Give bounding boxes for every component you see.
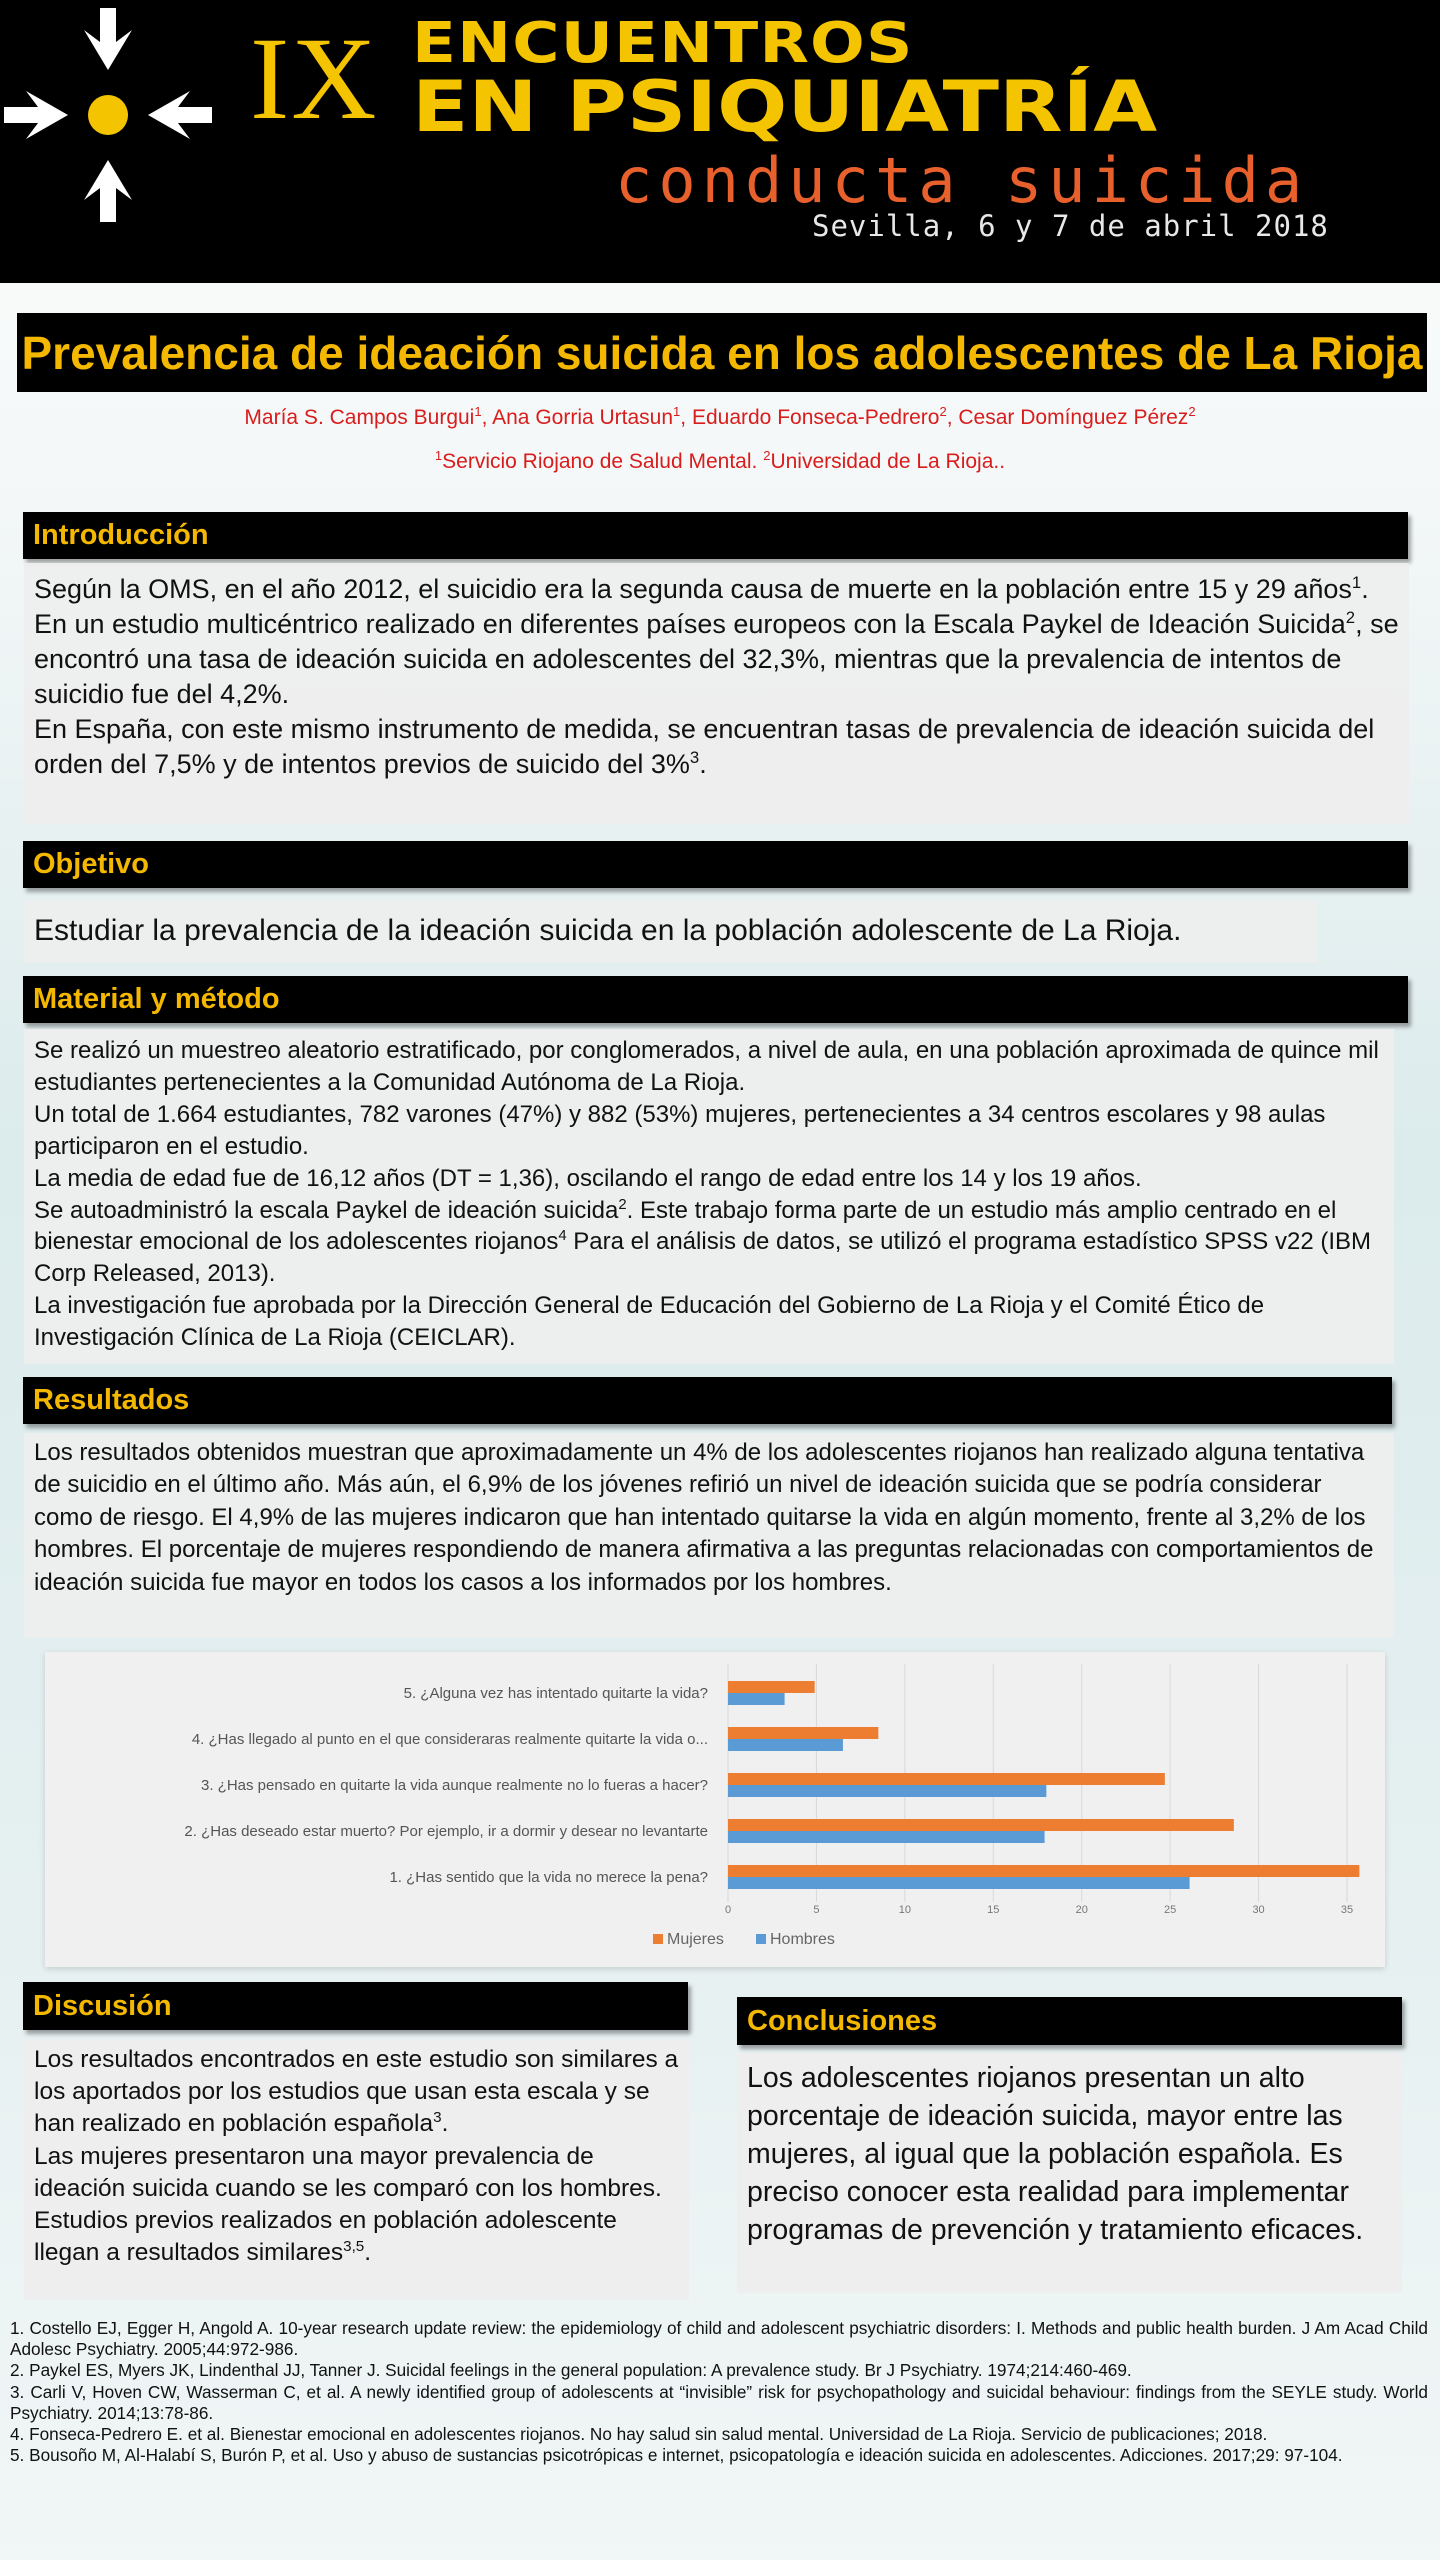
reference-item: 5. Bousoño M, Al-Halabí S, Burón P, et al. Uso y abuso de sustancias psicotrópicas e internet, psicopatología e ideación suicida en adolescentes. Adicciones. 2017;29: 97-104.	[10, 2445, 1343, 2466]
bar-mujeres	[728, 1681, 815, 1693]
method-text: . Este trabajo forma parte de un estudio más amplio centrado en el bienestar emocional de los adolescentes riojanos	[34, 1196, 1337, 1256]
objective-header	[23, 841, 1408, 888]
intro-paragraph	[34, 607, 1399, 712]
citation: 3	[433, 2109, 442, 2127]
citation: 2	[618, 1196, 627, 1213]
x-tick-label: 25	[1164, 1904, 1177, 1916]
reference-item: 2. Paykel ES, Myers JK, Lindenthal JJ, Tanner J. Suicidal feelings in the general population: A prevalence study. Br J Psychiatry. 1974;214:460-469.	[10, 2360, 1132, 2381]
results-body: Los resultados obtenidos muestran que aproximadamente un 4% de los adolescentes riojanos han realizado alguna tentativa de suicidio en el último año. Más aún, el 6,9% de los jóvenes refirió un nivel de ideación suicida que se podría considerar como de riesgo. El 4,9% de las mujeres indicaron que han intentado quitarse la vida en algún momento, frente al 3,2% de los hombres. El porcentaje de mujeres respondiendo de manera afirmativa a las preguntas relacionadas con comportamientos de ideación suicida fue mayor en todos los casos a los informados por los hombres.	[24, 1433, 1394, 1638]
x-tick-label: 30	[1252, 1904, 1265, 1916]
poster-title: Prevalencia de ideación suicida en los adolescentes de La Rioja	[21, 326, 1423, 379]
method-text: Para el análisis de datos, se utilizó el programa estadístico SPSS v22 (IBM Corp Released, 2013).	[34, 1228, 1371, 1288]
category-label: 3. ¿Has pensado en quitarte la vida aunque realmente no lo fueras a hacer?	[201, 1777, 708, 1794]
title-bar	[17, 313, 1427, 392]
results-header	[23, 1377, 1392, 1424]
intro-header	[23, 512, 1408, 559]
discussion-heading: Discusión	[33, 1989, 172, 2022]
method-paragraph: La investigación fue aprobada por la Dirección General de Educación del Gobierno de La Rioja y el Comité Ético de Investigación Clínica de La Rioja (CEICLAR).	[34, 1292, 1265, 1352]
discussion-paragraph: Las mujeres presentaron una mayor prevalencia de ideación suicida cuando se les comparó con los hombres. Estudios previos realizados en población adolescente llegan a resultados similares$^{3,5}$.	[34, 2142, 662, 2267]
author-aff: 1	[474, 404, 482, 419]
author: Ana Gorria Urtasun	[492, 406, 674, 429]
intro-text: , se encontró una tasa de ideación suicida en adolescentes del 32,3%, mientras que la prevalencia de intentos de suicidio fue del 4,2%.	[34, 609, 1399, 709]
edition-numeral: IX	[250, 13, 379, 144]
author: Eduardo Fonseca-Pedrero	[691, 406, 940, 429]
intro-text: En un estudio multicéntrico realizado en diferentes países europeos con la Escala Paykel de Ideación Suicida	[34, 609, 1346, 639]
citation: 3	[689, 748, 700, 767]
bar-hombres	[728, 1739, 843, 1751]
bar-mujeres	[728, 1819, 1234, 1831]
discussion-paragraph: Los resultados encontrados en este estudio son similares a los aportados por los estudios que usan esta escala y se han realizado en población española$^3$.	[34, 2046, 679, 2138]
bar-chart-svg	[45, 1652, 1385, 1967]
results-heading: Resultados	[33, 1384, 190, 1416]
x-tick-label: 10	[898, 1904, 911, 1916]
legend-label: Hombres	[770, 1931, 835, 1948]
bar-mujeres	[728, 1865, 1359, 1877]
author: Cesar Domínguez Pérez	[958, 406, 1189, 429]
citation: 3,5	[343, 2238, 365, 2256]
conference-banner	[0, 0, 1440, 283]
x-tick-label: 35	[1340, 1904, 1354, 1916]
bar-hombres	[728, 1831, 1045, 1843]
intro-paragraph: En España, con este mismo instrumento de medida, se encuentran tasas de prevalencia de ideación suicida del orden del 7,5% y de intentos previos de suicido del 3%$^3$.	[34, 714, 1375, 779]
x-tick-label: 15	[987, 1904, 1000, 1916]
intro-text: Según la OMS, en el año 2012, el suicidio era la segunda causa de muerte en la población entre 15 y 29 años	[34, 574, 1352, 604]
objective-body: Estudiar la prevalencia de la ideación suicida en la población adolescente de La Rioja.	[24, 900, 1318, 962]
legend-swatch	[653, 1934, 663, 1944]
method-body	[24, 1029, 1394, 1364]
converging-arrows-logo	[0, 0, 220, 240]
method-paragraph: Se realizó un muestreo aleatorio estratificado, por conglomerados, a nivel de aula, en una población aproximada de quince mil estudiantes pertenecientes a la Comunidad Autónoma de La Rioja.	[34, 1037, 1379, 1096]
category-label: 4. ¿Has llegado al punto en el que consideraras realmente quitarte la vida o...	[191, 1731, 708, 1748]
legend-swatch	[756, 1934, 766, 1944]
reference-item: 1. Costello EJ, Egger H, Angold A. 10-year research update review: the epidemiology of child and adolescent psychiatric disorders: I. Methods and public health burden. J Am Acad Child Adolesc Psychiatry. 2005;44:972-986.	[10, 2318, 1428, 2360]
banner-place-date: Sevilla, 6 y 7 de abril 2018	[812, 209, 1329, 243]
legend-label: Mujeres	[667, 1931, 724, 1948]
intro-heading: Introducción	[33, 519, 209, 551]
reference-item: 3. Carli V, Hoven CW, Wasserman C, et al. A newly identified group of adolescents at “invisible” risk for psychopathology and suicidal behaviour: findings from the SEYLE study. World Psychiatry. 2014;13:78-86.	[10, 2381, 1428, 2423]
citation: 2	[1345, 608, 1356, 627]
bar-mujeres	[728, 1773, 1165, 1785]
bar-hombres	[728, 1785, 1046, 1797]
intro-text: En España, con este mismo instrumento de medida, se encuentran tasas de prevalencia de ideación suicida del orden del 7,5% y de intentos previos de suicido del 3%	[34, 714, 1375, 779]
objective-heading: Objetivo	[33, 848, 150, 880]
x-tick-label: 20	[1075, 1904, 1088, 1916]
affiliation-num: 2	[763, 448, 771, 463]
bar-mujeres	[728, 1727, 878, 1739]
affiliation: Universidad de La Rioja..	[770, 450, 1006, 473]
discussion-header	[23, 1982, 688, 2030]
method-header	[23, 976, 1408, 1023]
bar-hombres	[728, 1877, 1190, 1889]
author-aff: 1	[673, 404, 681, 419]
conclusions-body: Los adolescentes riojanos presentan un alto porcentaje de ideación suicida, mayor entre las mujeres, al igual que la población española. Es preciso conocer esta realidad para implementar programas de prevención y tratamiento eficaces.	[737, 2053, 1402, 2293]
discussion-body	[24, 2040, 689, 2300]
affiliation-num: 1	[434, 448, 443, 463]
results-chart	[45, 1652, 1385, 1967]
method-paragraph: Un total de 1.664 estudiantes, 782 varones (47%) y 882 (53%) mujeres, pertenecientes a 34 centros escolares y 98 aulas participaron en el estudio.	[34, 1100, 1326, 1160]
author: María S. Campos Burgui	[244, 406, 475, 429]
intro-body	[24, 563, 1409, 824]
banner-subtitle: conducta suicida	[615, 144, 1309, 217]
banner-title-line1: ENCUENTROS	[412, 11, 914, 76]
category-label: 2. ¿Has deseado estar muerto? Por ejemplo, ir a dormir y desear no levantarte	[184, 1823, 708, 1840]
discussion-text: Las mujeres presentaron una mayor prevalencia de ideación suicida cuando se les comparó con los hombres. Estudios previos realizados en población adolescente llegan a resultados similares	[34, 2142, 662, 2267]
method-paragraph: La media de edad fue de 16,12 años (DT = 1,36), oscilando el rango de edad entre los 14 y los 19 años.	[34, 1164, 1142, 1192]
method-paragraph	[34, 1195, 1384, 1291]
citation: 1	[1351, 573, 1362, 592]
banner-title-line2: EN PSIQUIATRÍA	[412, 66, 1158, 148]
author-list: María S. Campos Burgui$^1$, Ana Gorria Urtasun$^1$, Eduardo Fonseca-Pedrero$^2$, Cesar Domínguez Pérez$^2$	[244, 404, 1196, 429]
affiliation: Servicio Riojano de Salud Mental.	[442, 450, 758, 473]
affiliation-list	[0, 450, 1440, 474]
reference-item: 4. Fonseca-Pedrero E. et al. Bienestar emocional en adolescentes riojanos. No hay salud sin salud mental. Universidad de La Rioja. Servicio de publicaciones; 2018.	[10, 2424, 1268, 2445]
category-label: 5. ¿Alguna vez has intentado quitarte la vida?	[403, 1685, 708, 1702]
method-heading: Material y método	[33, 983, 280, 1015]
conclusions-header	[737, 1997, 1402, 2045]
citation: 4	[558, 1228, 567, 1245]
intro-paragraph: Según la OMS, en el año 2012, el suicidio era la segunda causa de muerte en la población entre 15 y 29 años$^1$.	[34, 573, 1369, 604]
author-aff: 2	[1188, 404, 1196, 419]
category-label: 1. ¿Has sentido que la vida no merece la pena?	[389, 1869, 708, 1886]
references	[10, 2318, 1428, 2466]
x-tick-label: 5	[813, 1904, 820, 1916]
conclusions-heading: Conclusiones	[747, 2004, 938, 2037]
x-tick-label: 0	[724, 1904, 732, 1916]
bar-hombres	[728, 1693, 785, 1705]
method-text: Se autoadministró la escala Paykel de ideación suicida	[34, 1196, 619, 1224]
author-aff: 2	[939, 404, 947, 419]
discussion-text: Los resultados encontrados en este estudio son similares a los aportados por los estudios que usan esta escala y se han realizado en población española	[34, 2046, 679, 2138]
